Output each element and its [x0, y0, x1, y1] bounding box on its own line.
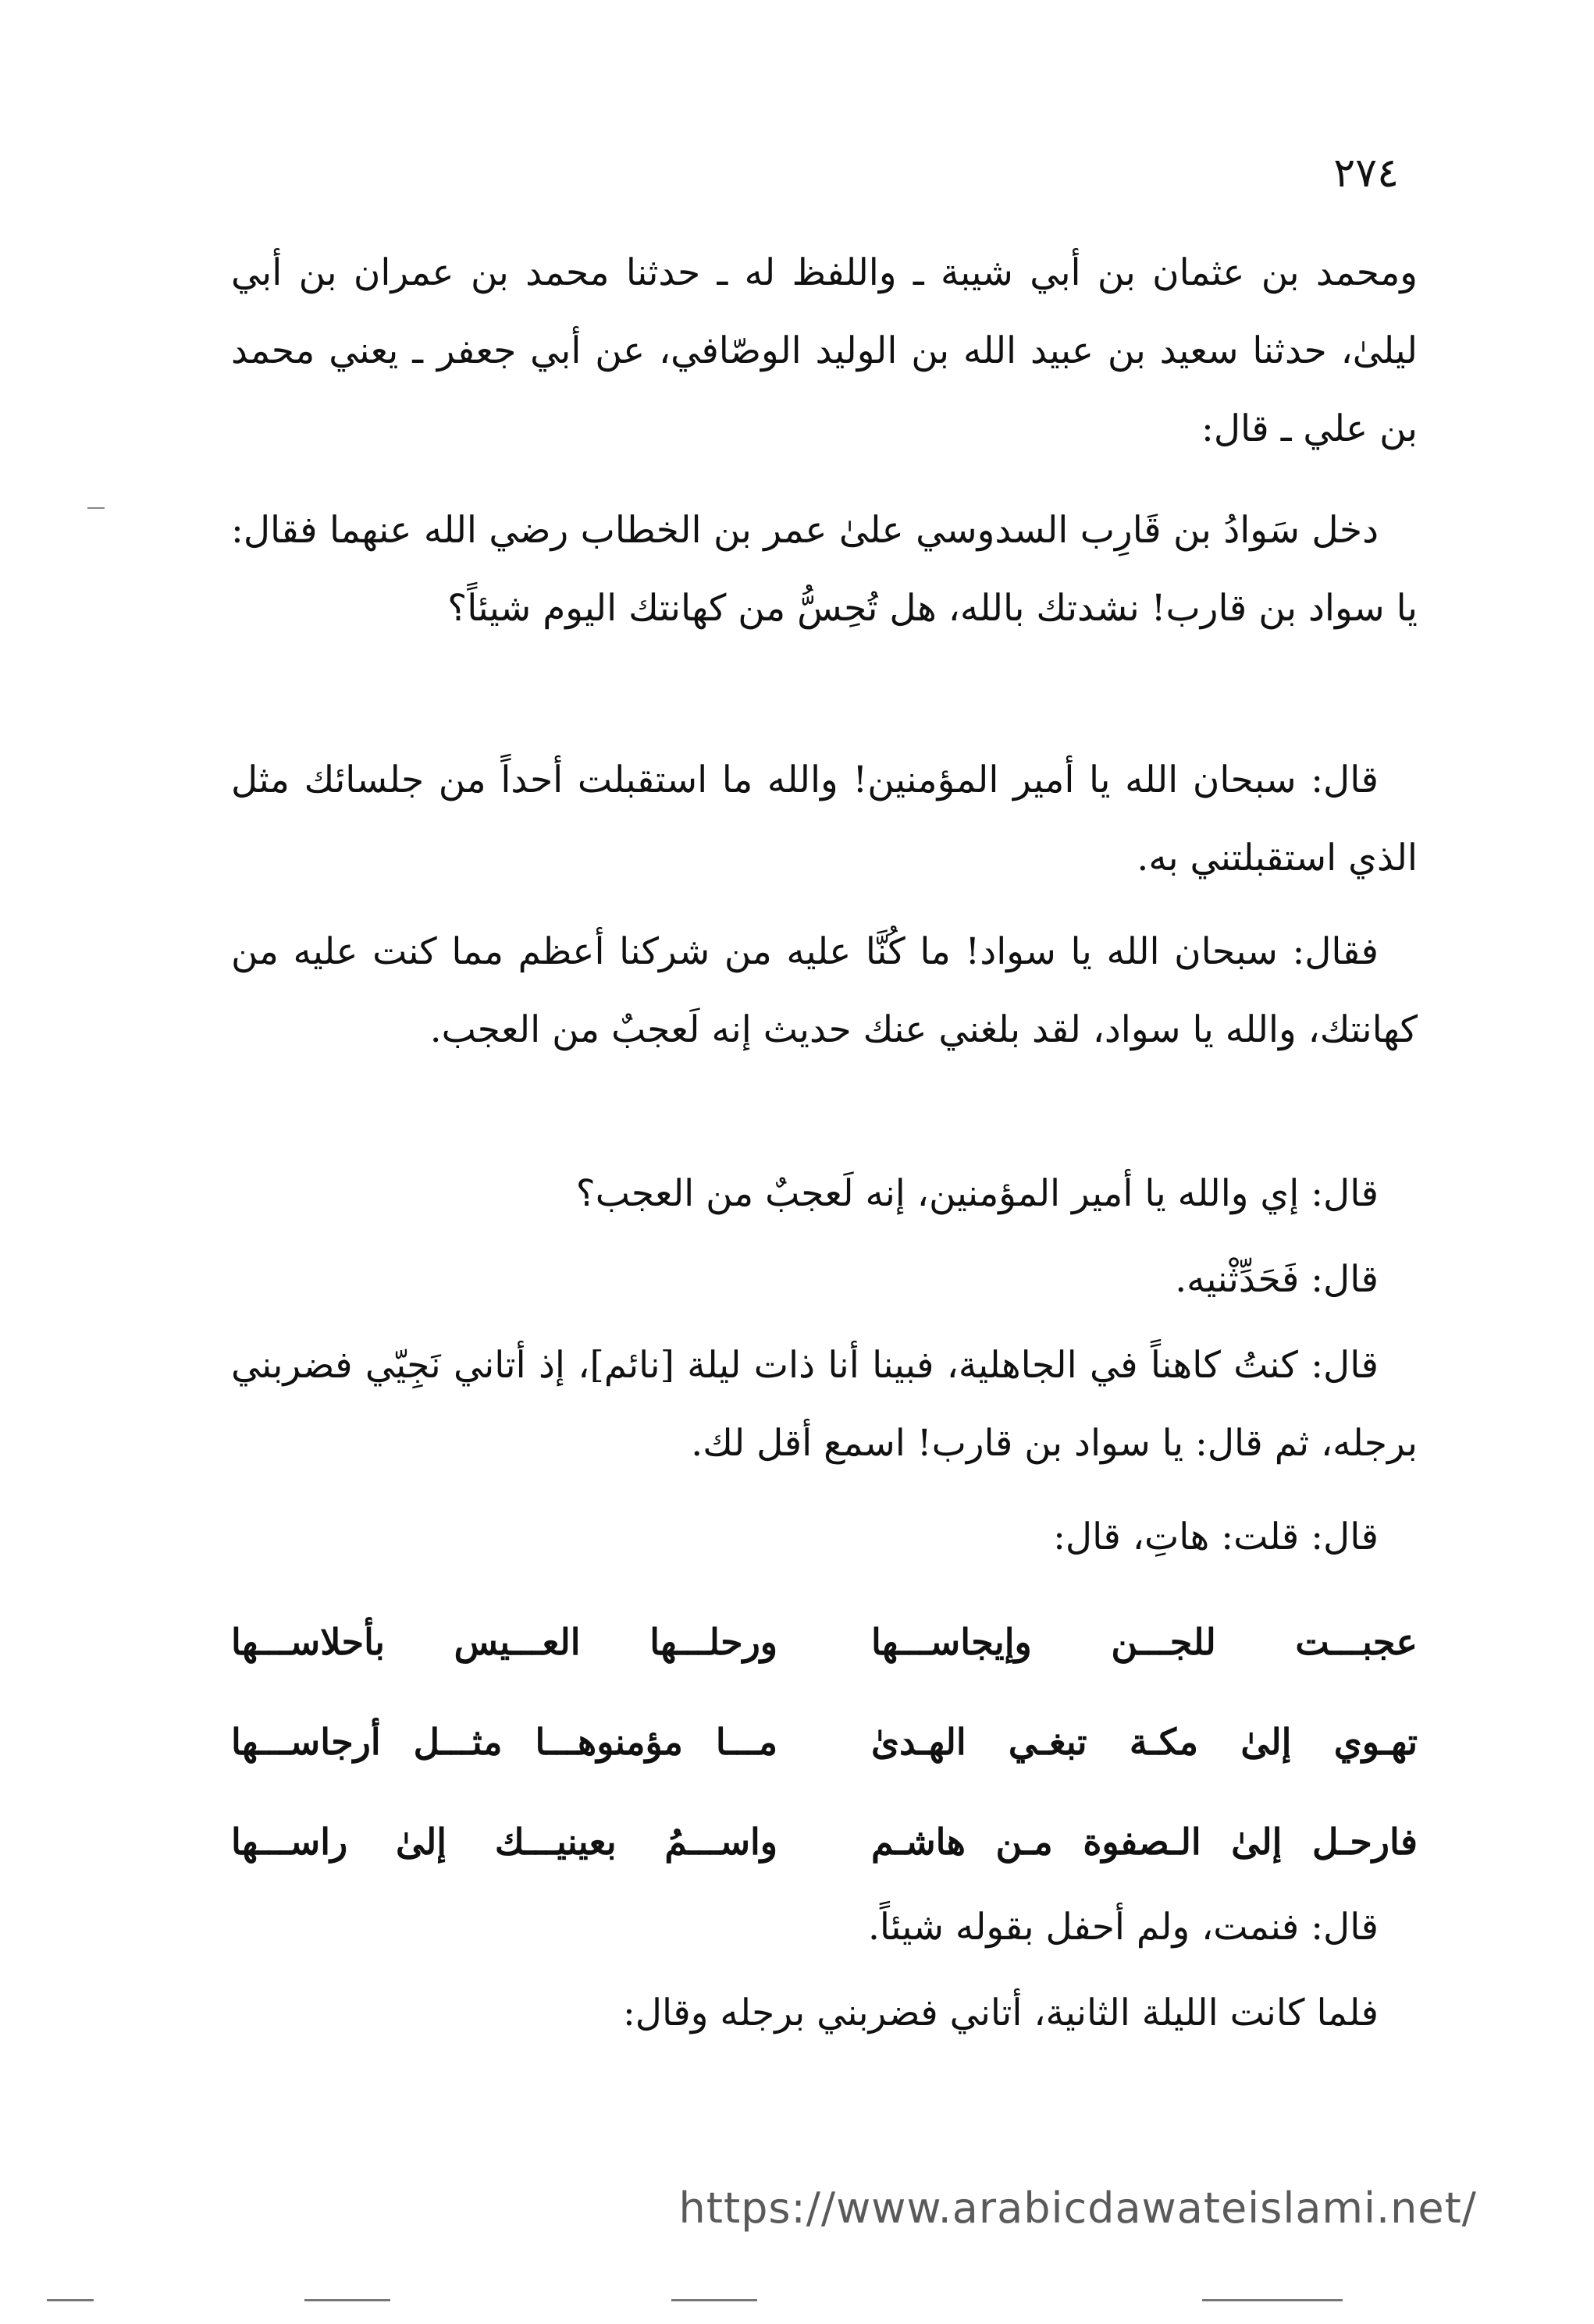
verse-first-hemistich: عجبـــت للجـــن وإيجاســـها [871, 1621, 1418, 1663]
verse-line [231, 1592, 1418, 1692]
paragraph-text: فلما كانت الليلة الثانية، أتاني فضربني برجله وقال: [622, 1992, 1379, 2034]
paragraph-text: قال: كنتُ كاهناً في الجاهلية، فبينا أنا ذات ليلة [نائم]، إذ أتاني نَجِيّي فضربني برجله، ثم قال: يا سواد بن قارب! اسمع أقل لك. [231, 1344, 1418, 1465]
poem [231, 1592, 1418, 1892]
paragraph-reply-3 [231, 1241, 1418, 1319]
paragraph-text: دخل سَوادُ بن قَارِب السدوسي علىٰ عمر بن الخطاب رضي الله عنهما فقال: يا سواد بن قارب! نشدتك بالله، هل تُحِسُّ من كهانتك اليوم شيئاً؟ [231, 509, 1418, 630]
paragraph-text: قال: قلت: هاتِ، قال: [1053, 1516, 1379, 1558]
paragraph-reply-4 [231, 1498, 1418, 1576]
paragraph-second-night [231, 1974, 1418, 2052]
paragraph-text: قال: إي والله يا أمير المؤمنين، إنه لَعجبٌ من العجب؟ [575, 1172, 1379, 1215]
margin-mark [87, 507, 105, 509]
paragraph-text: فقال: سبحان الله يا سواد! ما كُنَّا عليه من شركنا أعظم مما كنت عليه من كهانتك، والله يا سواد، لقد بلغني عنك حديث إنه لَعجبٌ من العجب. [231, 930, 1418, 1051]
paragraph-sleep [231, 1889, 1418, 1967]
paragraph-text: قال: سبحان الله يا أمير المؤمنين! والله ما استقبلت أحداً من جلسائك مثل الذي استقبلتني به. [231, 759, 1418, 879]
verse-first-hemistich: تهـوي إلىٰ مكـة تبغـي الهـدىٰ [871, 1721, 1418, 1763]
verse-second-hemistich: مـــا مؤمنوهـــا مثـــل أرجاســـها [231, 1721, 777, 1763]
verse-first-hemistich: فارحـل إلىٰ الـصفوة مـن هاشـم [871, 1821, 1418, 1863]
paragraph-reply-1 [231, 741, 1418, 897]
paragraph-isnad [231, 234, 1418, 468]
page-number: ٢٧٤ [1333, 150, 1399, 197]
paragraph-entry [231, 492, 1418, 648]
watermark-url: https://www.arabicdawateislami.net/ [678, 2184, 1477, 2233]
footer-scan-rules [47, 2299, 1530, 2305]
paragraph-text: قال: فَحَدِّثْنيه. [1175, 1258, 1379, 1301]
verse-second-hemistich: ورحلـــها العـــيس بأحلاســـها [231, 1621, 777, 1663]
paragraph-omar-reply [231, 913, 1418, 1069]
verse-second-hemistich: واســـمُ بعينيـــك إلىٰ راســـها [231, 1821, 777, 1863]
paragraph-reply-2 [231, 1155, 1418, 1233]
verse-line [231, 1692, 1418, 1792]
paragraph-text: قال: فنمت، ولم أحفل بقوله شيئاً. [867, 1906, 1379, 1949]
verse-line [231, 1792, 1418, 1892]
paragraph-story [231, 1327, 1418, 1483]
paragraph-text: ومحمد بن عثمان بن أبي شيبة ـ واللفظ له ـ حدثنا محمد بن عمران بن أبي ليلىٰ، حدثنا سعيد بن عبيد الله بن الوليد الوصّافي، عن أبي جعفر ـ يعني محمد بن علي ـ قال: [231, 251, 1418, 450]
